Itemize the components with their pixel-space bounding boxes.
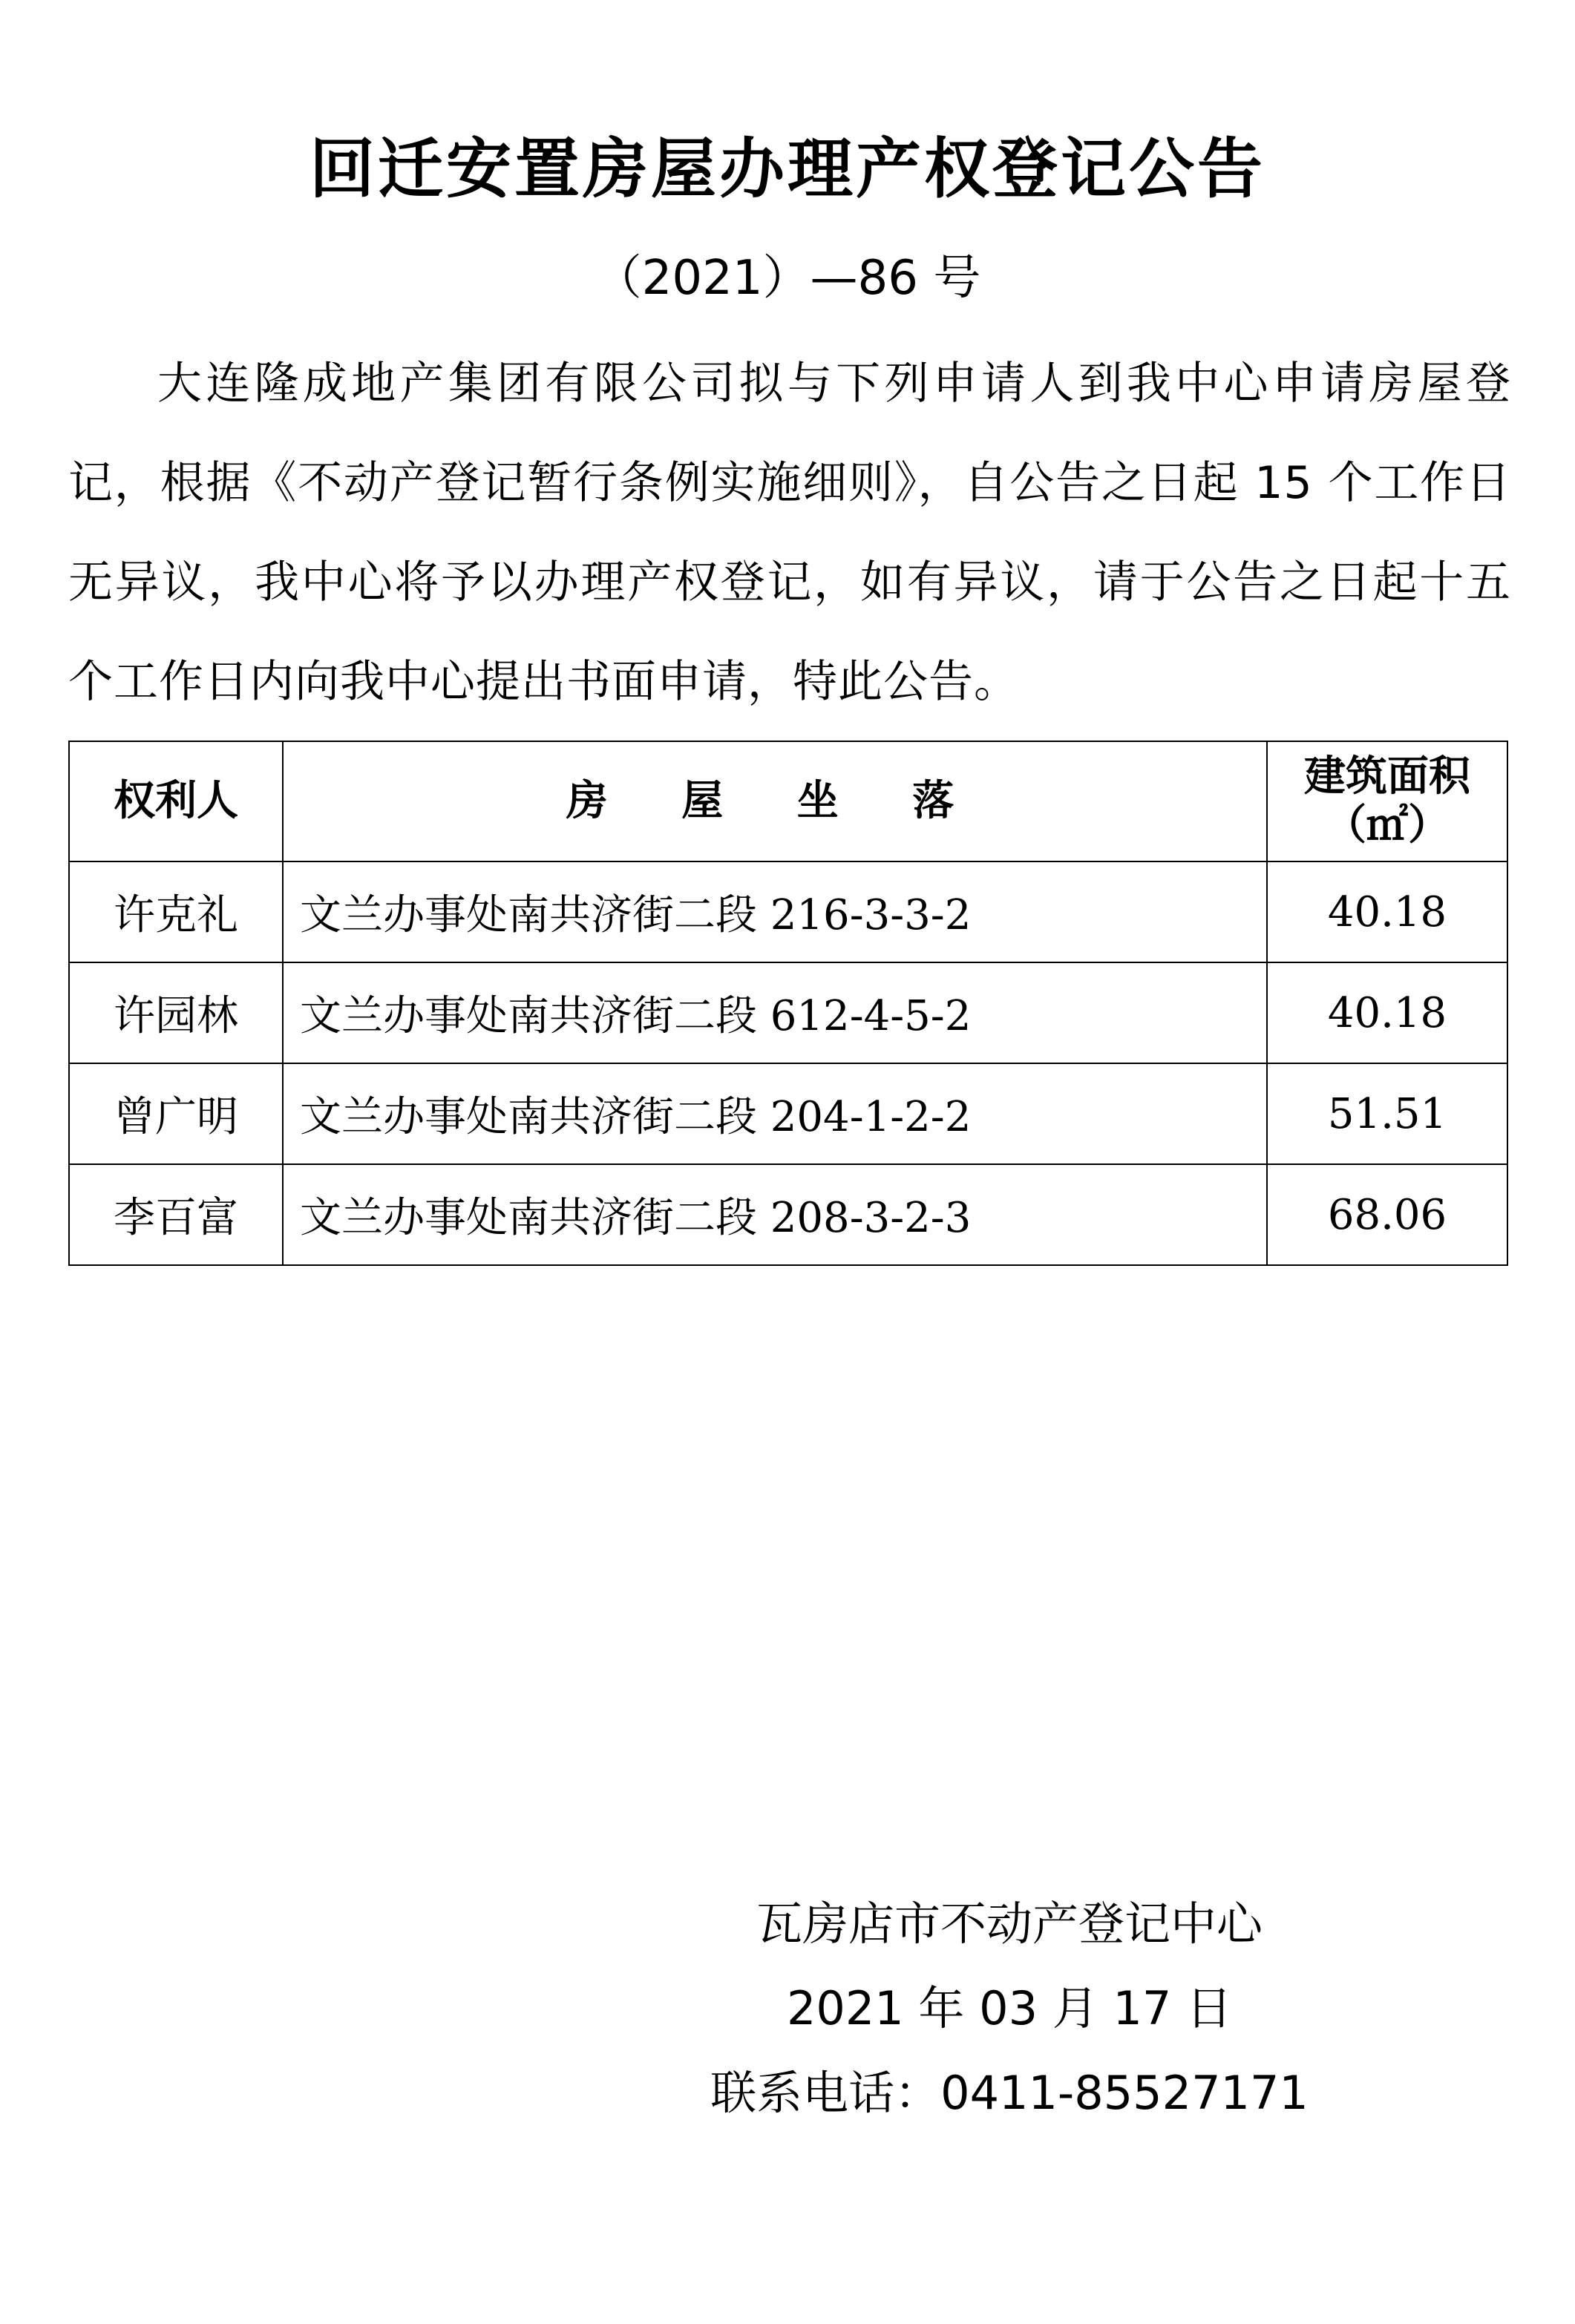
owner-cell: 许园林 xyxy=(69,962,283,1063)
area-column-header xyxy=(1267,741,1507,861)
table-row xyxy=(69,861,1507,962)
area-header-line1: 建筑面积 xyxy=(1304,752,1470,801)
location-column-header: 房 屋 坐 落 xyxy=(283,741,1267,861)
table-row xyxy=(69,1164,1507,1265)
area-header-unit: （㎡） xyxy=(1325,801,1450,850)
location-cell: 文兰办事处南共济街二段 204-1-2-2 xyxy=(283,1063,1267,1164)
owner-cell: 许克礼 xyxy=(69,861,283,962)
table-row xyxy=(69,962,1507,1063)
issue-date: 2021 年 03 月 17 日 xyxy=(786,1981,1233,2035)
table-header-row xyxy=(69,741,1507,861)
area-cell: 68.06 xyxy=(1267,1164,1507,1265)
table-row xyxy=(69,1063,1507,1164)
area-cell: 40.18 xyxy=(1267,962,1507,1063)
location-cell: 文兰办事处南共济街二段 208-3-2-3 xyxy=(283,1164,1267,1265)
area-cell: 40.18 xyxy=(1267,861,1507,962)
contact-phone: 联系电话：0411-85527171 xyxy=(710,2066,1309,2120)
owner-column-header: 权利人 xyxy=(69,741,283,861)
area-cell: 51.51 xyxy=(1267,1063,1507,1164)
location-cell: 文兰办事处南共济街二段 216-3-3-2 xyxy=(283,861,1267,962)
notice-title: 回迁安置房屋办理产权登记公告 xyxy=(309,131,1265,207)
document-number: （2021）—86 号 xyxy=(594,251,981,306)
registration-table xyxy=(68,741,1508,1266)
notice-body: 大连隆成地产集团有限公司拟与下列申请人到我中心申请房屋登记，根据《不动产登记暂行条例实施细则》，自公告之日起 15 个工作日无异议，我中心将予以办理产权登记，如有异议，请于公告之日起十五个工作日内向我中心提出书面申请，特此公告。 xyxy=(68,358,1511,708)
location-cell: 文兰办事处南共济街二段 612-4-5-2 xyxy=(283,962,1267,1063)
owner-cell: 曾广明 xyxy=(69,1063,283,1164)
issuer-name: 瓦房店市不动产登记中心 xyxy=(756,1897,1263,1951)
owner-cell: 李百富 xyxy=(69,1164,283,1265)
